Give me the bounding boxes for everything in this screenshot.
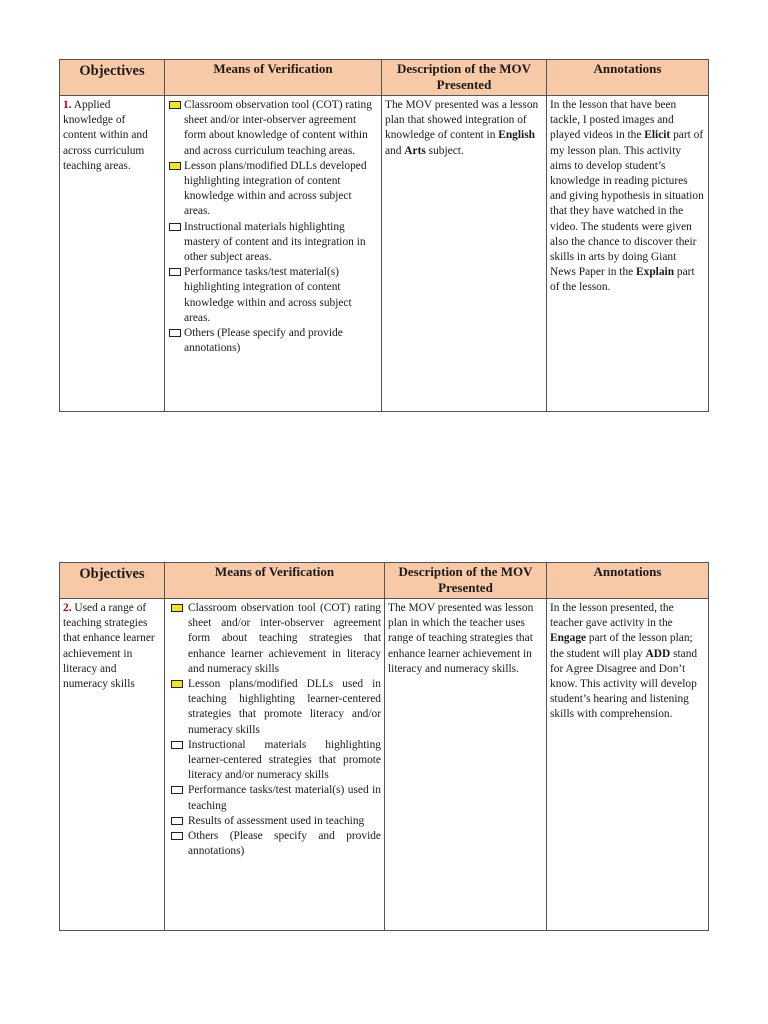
means-item-text: Lesson plans/modified DLLs used in teaching highlighting learner-centered strategies that promote literacy and/or numeracy skills xyxy=(188,678,381,736)
annotation-text: part of my lesson plan. This activity aims to develop student’s knowledge in reading pictures and giving hypothesis in situation that they have watched in the video. The students were given also the chance to discover their skills in arts by doing Giant News Paper in the xyxy=(550,129,704,279)
description-cell xyxy=(382,96,547,412)
checkbox-icon[interactable] xyxy=(169,268,181,276)
list-item xyxy=(168,220,378,266)
annotation-bold: Engage xyxy=(550,632,587,645)
checkbox-icon[interactable] xyxy=(171,817,183,825)
list-item xyxy=(168,326,378,356)
table-header-row xyxy=(60,563,709,599)
means-item-text: Others (Please specify and provide annotations) xyxy=(184,327,343,355)
checkbox-icon[interactable] xyxy=(169,101,181,109)
annotation-bold: Explain xyxy=(636,266,675,279)
checkbox-icon[interactable] xyxy=(171,604,183,612)
means-header: Means of Verification xyxy=(165,563,385,599)
means-item-text: Instructional materials highlighting mastery of content and its integration in other subject areas. xyxy=(184,220,366,264)
annotation-text: part of the lesson. xyxy=(550,266,695,294)
list-item xyxy=(168,829,381,859)
objective-text: Applied knowledge of content within and across curriculum teaching areas. xyxy=(63,99,148,172)
description-text: The MOV presented was lesson plan in which the teacher uses range of teaching strategies that enhance learner achievement in literacy and numeracy skills. xyxy=(388,602,534,675)
checkbox-icon[interactable] xyxy=(169,162,181,170)
table-row xyxy=(60,599,709,931)
objective-number: 2. xyxy=(63,602,72,614)
list-item xyxy=(168,677,381,738)
means-list xyxy=(168,98,378,356)
description-bold: Arts xyxy=(404,144,426,157)
means-item-text: Instructional materials highlighting learner-centered strategies that promote literacy and/or numeracy skills xyxy=(188,738,381,782)
means-item-text: Performance tasks/test material(s) used in teaching xyxy=(188,784,381,812)
annotation-cell xyxy=(547,599,709,931)
annotation-bold: Elicit xyxy=(644,129,671,142)
checkbox-icon[interactable] xyxy=(171,680,183,688)
list-item xyxy=(168,265,378,326)
checkbox-icon[interactable] xyxy=(169,223,181,231)
description-bold: English xyxy=(498,129,535,142)
annotations-header: Annotations xyxy=(547,60,709,96)
mov-table-2 xyxy=(59,562,709,931)
means-cell xyxy=(165,599,385,931)
checkbox-icon[interactable] xyxy=(171,786,183,794)
checkbox-icon[interactable] xyxy=(171,832,183,840)
objective-number: 1. xyxy=(63,99,72,111)
description-header: Description of the MOV Presented xyxy=(385,563,547,599)
checkbox-icon[interactable] xyxy=(169,329,181,337)
annotation-text: In the lesson that have been tackle, I posted images and played videos in the xyxy=(550,99,677,142)
objective-text: Used a range of teaching strategies that enhance learner achievement in literacy and numeracy skills xyxy=(63,602,155,691)
list-item xyxy=(168,98,378,159)
means-item-text: Results of assessment used in teaching xyxy=(188,814,365,827)
description-text: and xyxy=(385,144,405,157)
list-item xyxy=(168,601,381,677)
means-item-text: Classroom observation tool (COT) rating sheet and/or inter-observer agreement form about knowledge of content within and across curriculum teaching areas. xyxy=(184,99,372,157)
annotation-text: In the lesson presented, the teacher gave activity in the xyxy=(550,602,674,630)
means-header: Means of Verification xyxy=(165,60,382,96)
description-cell xyxy=(385,599,547,931)
annotation-cell xyxy=(547,96,709,412)
objective-cell xyxy=(60,599,165,931)
annotation-bold: ADD xyxy=(645,647,671,660)
means-item-text: Others (Please specify and provide annotations) xyxy=(188,830,381,858)
table-row xyxy=(60,96,709,412)
annotation-text: part of the lesson plan; the student will play xyxy=(550,632,693,660)
checkbox-icon[interactable] xyxy=(171,741,183,749)
description-text: The MOV presented was a lesson plan that showed integration of knowledge of content in xyxy=(385,99,539,142)
annotation-text: stand for Agree Disagree and Don’t know. This activity will develop student’s hearing and listening skills with comprehension. xyxy=(550,647,698,721)
list-item xyxy=(168,159,378,220)
description-header: Description of the MOV Presented xyxy=(382,60,547,96)
list-item xyxy=(168,783,381,813)
objectives-header: Objectives xyxy=(60,60,165,96)
means-item-text: Performance tasks/test material(s) highlighting integration of content knowledge within and across subject areas. xyxy=(184,266,352,324)
mov-table-1 xyxy=(59,59,709,412)
list-item xyxy=(168,814,381,829)
means-list xyxy=(168,601,381,859)
list-item xyxy=(168,738,381,784)
means-item-text: Classroom observation tool (COT) rating sheet and/or inter-observer agreement form about teaching strategies that enhance learner achievement in literacy and numeracy skills xyxy=(188,602,381,675)
means-cell xyxy=(165,96,382,412)
description-text: subject. xyxy=(425,144,464,157)
objective-cell xyxy=(60,96,165,412)
means-item-text: Lesson plans/modified DLLs developed highlighting integration of content knowledge within and across subject areas. xyxy=(184,159,367,218)
annotations-header: Annotations xyxy=(547,563,709,599)
table-header-row xyxy=(60,60,709,96)
objectives-header: Objectives xyxy=(60,563,165,599)
